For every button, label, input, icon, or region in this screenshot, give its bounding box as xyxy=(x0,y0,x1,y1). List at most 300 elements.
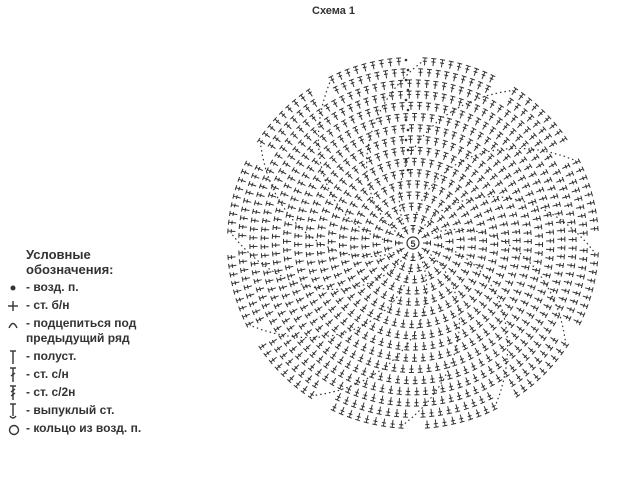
stitch-bar xyxy=(288,222,289,226)
stitch-bar xyxy=(499,273,500,277)
stitch-bar xyxy=(426,174,430,175)
stitch-bar xyxy=(571,220,572,224)
stitch-top xyxy=(296,260,297,265)
stitch-bar xyxy=(232,264,233,268)
stitch-bar xyxy=(433,85,437,86)
post-stitch-icon xyxy=(8,403,22,419)
stitch-top xyxy=(541,224,542,229)
stitch-top xyxy=(394,114,399,115)
stitch-top xyxy=(492,189,495,193)
stitch-top xyxy=(439,380,444,381)
stitch-bar xyxy=(237,289,238,293)
stitch-top xyxy=(498,305,501,309)
stitch-bar xyxy=(376,133,380,134)
stitch-bar xyxy=(291,274,292,278)
stitch-bar xyxy=(461,79,465,80)
chain-dot xyxy=(405,119,408,122)
stitch-top xyxy=(460,421,465,422)
stitch-bar xyxy=(435,366,439,367)
stitch-top xyxy=(379,391,384,392)
stitch-top xyxy=(228,220,229,225)
stitch-bar xyxy=(492,259,493,263)
stitch-top xyxy=(364,86,369,87)
stitch-bar xyxy=(447,121,451,122)
stitch-bar xyxy=(460,114,464,115)
stitch-top xyxy=(438,357,443,358)
stitch-top xyxy=(427,371,432,372)
stitch-top xyxy=(596,270,597,275)
stitch-bar xyxy=(314,210,315,214)
stitch-bar xyxy=(383,108,387,109)
stitch-bar xyxy=(376,364,380,365)
stitch-bar xyxy=(427,322,431,323)
stitch-bar xyxy=(474,389,478,391)
stitch-top xyxy=(551,265,552,270)
stitch-bar xyxy=(357,220,359,224)
stitch-bar xyxy=(432,390,436,391)
stitch-bar xyxy=(427,368,431,369)
stitch-top xyxy=(418,327,423,328)
stitch-bar xyxy=(423,300,427,301)
stitch-bar xyxy=(515,256,516,260)
stitch-top xyxy=(417,270,422,271)
stitch-top xyxy=(518,168,521,172)
stitch-top xyxy=(438,334,443,335)
stitch-top xyxy=(573,272,574,277)
stitch-bar xyxy=(571,263,572,267)
stitch-top xyxy=(380,94,385,95)
stitch-top xyxy=(276,208,277,213)
stitch-top xyxy=(347,328,351,331)
stitch-top xyxy=(472,330,476,333)
stitch-bar xyxy=(355,69,359,70)
stitch-top xyxy=(372,84,377,85)
chain-dot xyxy=(407,89,410,92)
stitch-bar xyxy=(266,219,267,223)
stitch-top xyxy=(252,270,253,275)
stitch-bar xyxy=(467,262,469,266)
stitch-bar xyxy=(551,187,553,191)
stitch-bar xyxy=(380,341,384,342)
stitch-top xyxy=(242,207,243,212)
stitch-bar xyxy=(250,293,251,297)
stitch-bar xyxy=(332,231,333,235)
stitch-top xyxy=(391,126,396,127)
stitch-bar xyxy=(364,383,368,384)
stitch-top xyxy=(363,253,364,258)
stitch-bar xyxy=(440,400,444,401)
stitch-bar xyxy=(447,340,451,341)
stitch-top xyxy=(370,211,373,215)
stitch-top xyxy=(427,148,432,149)
stitch-bar xyxy=(558,212,559,216)
stitch-top xyxy=(483,221,484,226)
stitch-top xyxy=(444,368,449,369)
stitch-bar xyxy=(559,179,561,183)
stitch-bar xyxy=(455,124,459,125)
stitch-bar xyxy=(522,206,523,210)
stitch-top xyxy=(242,277,243,282)
stitch-bar xyxy=(397,311,401,312)
stitch-bar xyxy=(534,277,535,281)
stitch-bar xyxy=(245,208,246,212)
stitch-top xyxy=(287,274,288,279)
stitch-bar xyxy=(572,181,573,185)
stitch-bar xyxy=(388,344,392,345)
stitch-top xyxy=(361,64,366,65)
stitch-bar xyxy=(260,193,261,197)
stitch-bar xyxy=(382,423,386,424)
stitch-top xyxy=(394,360,399,361)
stitch-top xyxy=(559,280,560,285)
stitch-top xyxy=(444,264,447,268)
stitch-top xyxy=(359,161,363,164)
stitch-top xyxy=(597,261,598,266)
stitch-top xyxy=(517,264,518,269)
stitch-bar xyxy=(387,119,391,120)
stitch-top xyxy=(435,150,440,151)
stitch-bar xyxy=(434,423,438,424)
stitch-top xyxy=(253,209,254,214)
stitch-top xyxy=(423,292,428,293)
stitch-bar xyxy=(349,95,353,97)
stitch-bar xyxy=(375,145,379,146)
stitch-bar xyxy=(455,408,459,409)
stitch-bar xyxy=(395,163,399,164)
stitch-top xyxy=(431,348,436,349)
stitch-bar xyxy=(300,217,301,221)
stitch-bar xyxy=(289,265,290,269)
stitch-bar xyxy=(242,306,243,310)
stitch-top xyxy=(475,155,479,158)
stitch-bar xyxy=(470,229,471,233)
stitch-bar xyxy=(371,65,375,66)
stitch-bar xyxy=(357,104,361,106)
stitch-bar xyxy=(371,374,375,375)
stitch-top xyxy=(473,228,474,233)
stitch-bar xyxy=(565,289,566,293)
stitch-bar xyxy=(252,183,253,187)
stitch-bar xyxy=(274,186,276,190)
stitch-top xyxy=(440,60,445,61)
stitch-bar xyxy=(435,130,439,131)
stitch-bar xyxy=(305,201,306,205)
stitch-top xyxy=(377,356,382,357)
stitch-bar xyxy=(534,209,535,213)
stitch-bar xyxy=(531,285,532,289)
stitch-top xyxy=(315,309,318,313)
stitch-bar xyxy=(294,197,295,201)
stitch-top xyxy=(257,138,260,142)
stitch-top xyxy=(395,349,400,350)
stitch-bar xyxy=(351,82,355,83)
stitch-top xyxy=(455,411,460,412)
stitch-top xyxy=(328,248,329,253)
stitch-bar xyxy=(457,384,461,385)
stitch-top xyxy=(508,173,511,177)
stitch-bar xyxy=(508,281,510,285)
stitch-top xyxy=(273,260,274,265)
stitch-bar xyxy=(400,173,404,174)
stitch-top xyxy=(387,59,392,60)
stitch-top xyxy=(264,271,265,276)
stitch-top xyxy=(385,415,390,416)
stitch-bar xyxy=(388,309,392,310)
stitch-top xyxy=(400,204,405,205)
stitch-bar xyxy=(405,218,409,219)
stitch-top xyxy=(323,302,326,306)
stitch-top xyxy=(487,137,491,140)
single-crochet-icon xyxy=(8,298,22,314)
stitch-bar xyxy=(570,212,571,216)
stitch-bar xyxy=(538,225,539,229)
stitch-top xyxy=(424,92,429,93)
stitch-bar xyxy=(299,260,300,264)
legend xyxy=(8,247,208,436)
stitch-top xyxy=(371,389,376,390)
stitch-bar xyxy=(421,278,425,279)
stitch-bar xyxy=(526,222,527,226)
stitch-bar xyxy=(443,109,447,110)
stitch-top xyxy=(427,126,432,127)
stitch-bar xyxy=(431,345,435,346)
stitch-top xyxy=(561,210,562,215)
stitch-bar xyxy=(560,220,561,224)
stitch-top xyxy=(510,306,513,310)
stitch-top xyxy=(440,234,441,239)
stitch-bar xyxy=(489,268,490,272)
stitch-top xyxy=(583,204,584,209)
stitch-bar xyxy=(361,406,365,407)
stitch-top xyxy=(377,414,382,415)
stitch-bar xyxy=(323,217,324,221)
stitch-top xyxy=(395,383,400,384)
stitch-bar xyxy=(382,97,386,98)
stitch-bar xyxy=(463,405,467,406)
chain-dot xyxy=(405,99,408,102)
stitch-bar xyxy=(389,390,393,391)
stitch-top xyxy=(310,99,314,102)
stitch-top xyxy=(266,201,267,206)
stitch-bar xyxy=(417,267,421,268)
stitch-bar xyxy=(503,223,504,227)
stitch-bar xyxy=(252,302,253,306)
stitch-bar xyxy=(241,179,242,183)
stitch-bar xyxy=(457,395,461,396)
stitch-top xyxy=(388,404,393,405)
stitch-top xyxy=(538,207,539,212)
stitch-top xyxy=(492,127,496,130)
stitch-top xyxy=(355,319,359,322)
stitch-top xyxy=(529,221,530,226)
stitch-top xyxy=(497,233,498,238)
stitch-bar xyxy=(583,304,584,308)
stitch-top xyxy=(530,257,531,262)
stitch-top xyxy=(434,138,439,139)
stitch-bar xyxy=(429,163,433,164)
stitch-bar xyxy=(468,221,469,225)
stitch-bar xyxy=(386,412,390,413)
stitch-top xyxy=(305,314,308,318)
stitch-bar xyxy=(326,209,327,213)
stitch-bar xyxy=(258,202,259,206)
chain-ring-icon xyxy=(8,421,22,437)
stitch-top xyxy=(430,382,435,383)
stitch-top xyxy=(481,192,484,196)
stitch-top xyxy=(382,105,387,106)
stitch-bar xyxy=(466,381,470,383)
stitch-top xyxy=(299,207,300,212)
stitch-bar xyxy=(449,398,453,399)
stitch-top xyxy=(442,94,447,95)
legend-item-treble xyxy=(8,385,208,400)
stitch-top xyxy=(550,212,551,217)
stitch-top xyxy=(307,261,308,266)
stitch-top xyxy=(306,252,307,257)
stitch-top xyxy=(390,427,395,428)
stitch-top xyxy=(595,209,596,214)
stitch-bar xyxy=(476,413,480,414)
stitch-top xyxy=(309,269,310,274)
stitch-top xyxy=(233,194,234,199)
stitch-top xyxy=(386,115,391,116)
stitch-bar xyxy=(274,296,276,300)
stitch-top xyxy=(232,281,233,286)
stitch-top xyxy=(518,220,519,225)
stitch-bar xyxy=(235,281,236,285)
stitch-bar xyxy=(355,392,359,393)
stitch-bar xyxy=(244,268,245,272)
stitch-top xyxy=(370,400,375,401)
stitch-top xyxy=(454,212,457,216)
stitch-top xyxy=(321,268,322,273)
stitch-top xyxy=(397,394,402,395)
stitch-bar xyxy=(371,350,375,351)
stitch-bar xyxy=(430,310,434,311)
stitch-bar xyxy=(541,290,542,294)
stitch-top xyxy=(449,61,454,62)
stitch-bar xyxy=(393,322,397,323)
stitch-bar xyxy=(247,285,248,289)
stitch-top xyxy=(395,314,400,315)
stitch-bar xyxy=(492,225,493,229)
join-arc-icon xyxy=(8,316,22,332)
stitch-bar xyxy=(544,282,545,286)
stitch-top xyxy=(254,200,255,205)
stitch-bar xyxy=(422,312,426,313)
stitch-top xyxy=(484,348,488,351)
stitch-bar xyxy=(255,219,256,223)
stitch-top xyxy=(507,257,508,262)
stitch-bar xyxy=(432,401,436,402)
stitch-bar xyxy=(578,197,579,201)
stitch-bar xyxy=(277,217,278,221)
stitch-top xyxy=(378,379,383,380)
stitch-bar xyxy=(388,247,389,251)
stitch-top xyxy=(318,225,319,230)
stitch-top xyxy=(370,270,373,274)
stitch-top xyxy=(581,196,582,201)
stitch-bar xyxy=(437,235,438,239)
legend-item-half-double xyxy=(8,349,208,364)
stitch-bar xyxy=(458,102,462,103)
stitch-bar xyxy=(576,291,577,295)
stitch-top xyxy=(536,154,539,158)
stitch-top xyxy=(554,140,557,144)
stitch-top xyxy=(262,218,263,223)
stitch-bar xyxy=(346,218,347,222)
stitch-bar xyxy=(281,201,282,205)
stitch-top xyxy=(315,374,319,377)
stitch-bar xyxy=(284,193,285,197)
stitch-top xyxy=(507,110,511,113)
stitch-bar xyxy=(515,222,516,226)
stitch-top xyxy=(424,182,429,183)
stitch-bar xyxy=(589,287,590,291)
stitch-bar xyxy=(233,272,234,276)
stitch-top xyxy=(510,98,514,101)
stitch-top xyxy=(541,260,542,265)
stitch-bar xyxy=(438,412,442,413)
stitch-top xyxy=(338,135,342,138)
stitch-bar xyxy=(468,416,472,417)
stitch-top xyxy=(241,268,242,273)
stitch-top xyxy=(473,254,474,259)
stitch-top xyxy=(574,263,575,268)
stitch-top xyxy=(334,185,337,189)
stitch-top xyxy=(527,322,530,326)
stitch-top xyxy=(350,153,354,156)
stitch-top xyxy=(427,326,432,327)
stitch-bar xyxy=(370,123,374,124)
stitch-top xyxy=(377,117,382,118)
stitch-bar xyxy=(447,375,451,376)
stitch-bar xyxy=(365,419,369,420)
stitch-bar xyxy=(465,69,469,70)
stitch-bar xyxy=(387,332,391,333)
stitch-top xyxy=(516,395,520,398)
stitch-top xyxy=(539,268,540,273)
stitch-top xyxy=(447,118,452,119)
stitch-top xyxy=(324,117,328,120)
stitch-bar xyxy=(365,101,369,102)
stitch-top xyxy=(335,346,339,349)
legend-item-join xyxy=(8,316,208,346)
stitch-bar xyxy=(380,399,384,400)
legend-text-double: - ст. с/н xyxy=(26,367,69,381)
stitch-top xyxy=(370,62,375,63)
stitch-top xyxy=(277,278,278,283)
stitch-bar xyxy=(510,205,511,209)
legend-text-post: - выпуклый ст. xyxy=(26,403,115,417)
stitch-top xyxy=(390,137,395,138)
stitch-bar xyxy=(365,90,369,91)
stitch-bar xyxy=(504,257,505,261)
stitch-top xyxy=(285,265,286,270)
stitch-bar xyxy=(482,230,483,234)
stitch-bar xyxy=(569,272,570,276)
stitch-top xyxy=(523,175,526,179)
stitch-top xyxy=(362,236,363,241)
stitch-top xyxy=(386,381,391,382)
stitch-top xyxy=(392,325,397,326)
stitch-top xyxy=(477,353,481,356)
stitch-bar xyxy=(262,295,263,299)
stitch-bar xyxy=(388,62,392,63)
stitch-top xyxy=(317,109,321,112)
stitch-bar xyxy=(418,207,422,208)
stitch-top xyxy=(382,139,387,140)
